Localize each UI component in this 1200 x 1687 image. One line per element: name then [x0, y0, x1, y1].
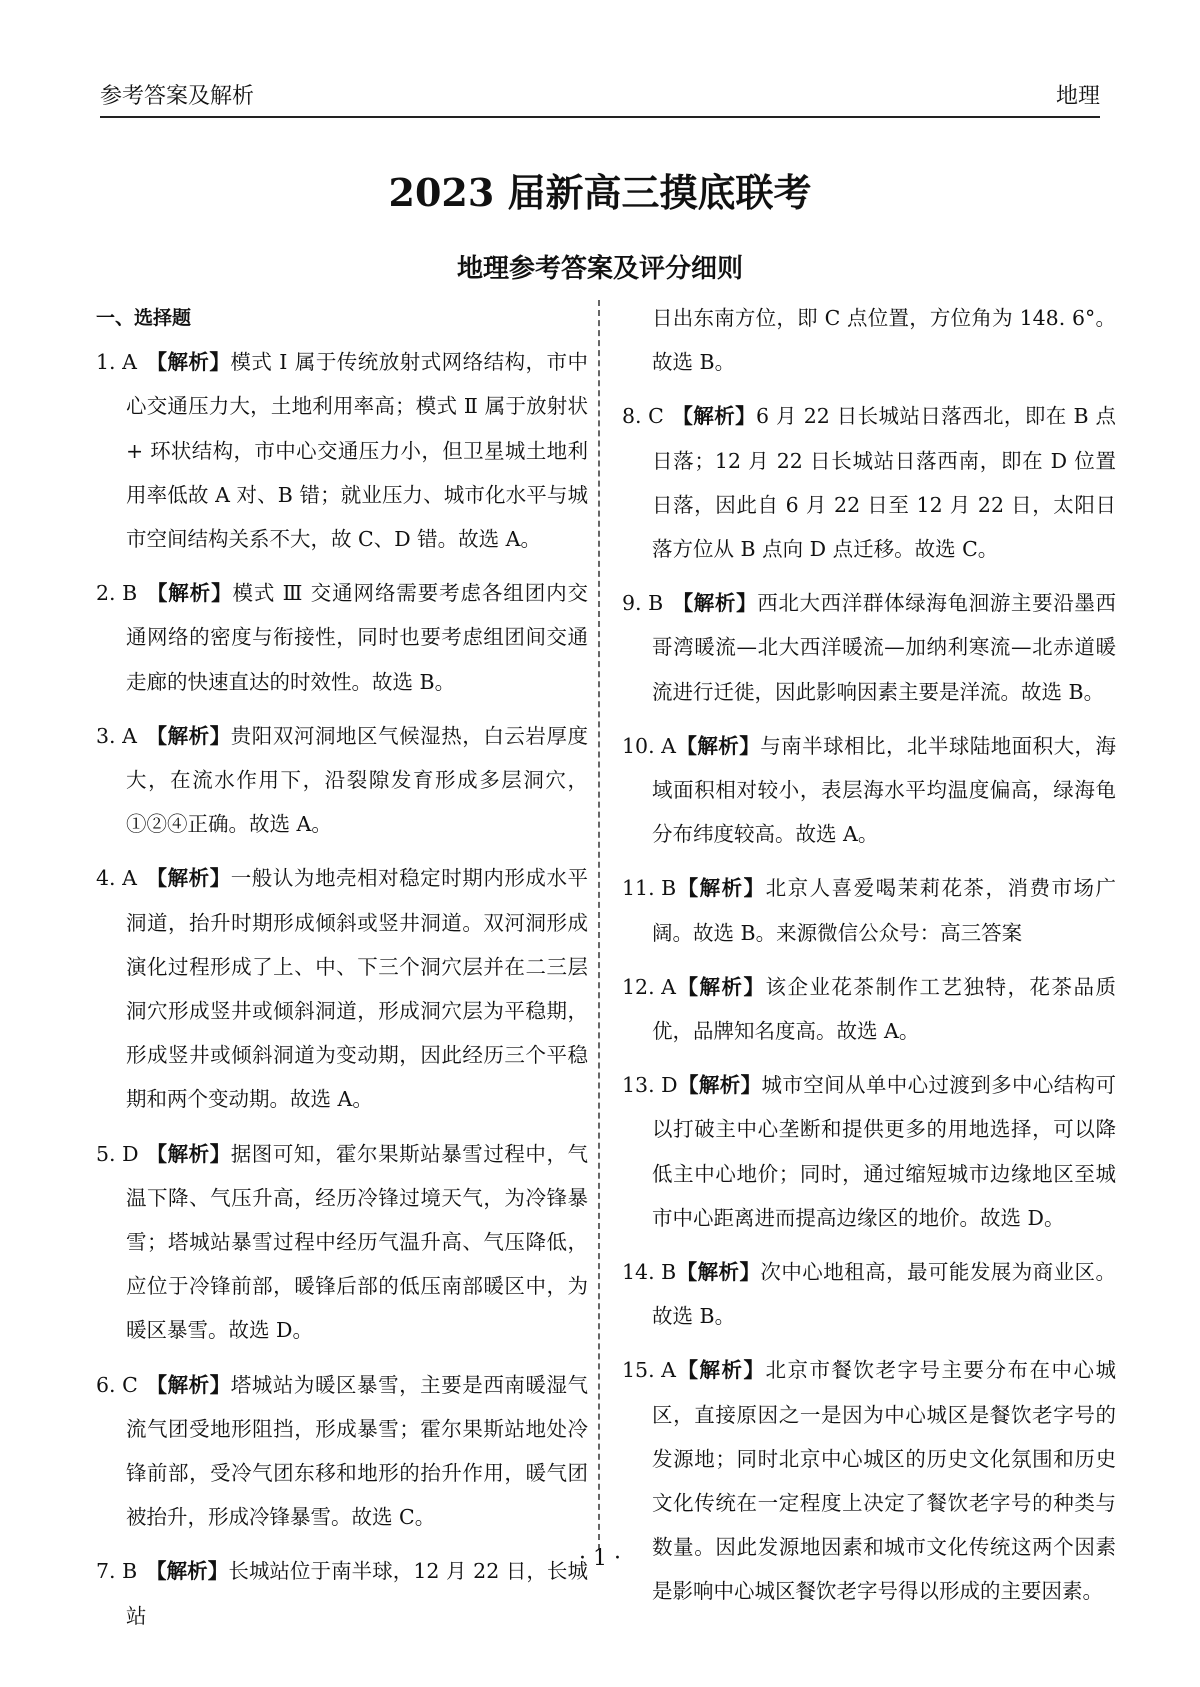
analysis-tag: 【解析】	[146, 1559, 229, 1584]
answer-item	[622, 965, 1116, 1053]
answer-number: 9. B	[622, 591, 664, 616]
analysis-tag: 【解析】	[146, 350, 231, 375]
analysis-tag: 【解析】	[675, 733, 761, 758]
answer-item	[622, 724, 1116, 857]
answer-number: 2. B	[96, 581, 138, 606]
answer-text: 据图可知，霍尔果斯站暴雪过程中，气温下降、气压升高，经历冷锋过境天气，为冷锋暴雪；塔城站暴雪过程中经历气温升高、气压降低，应位于冷锋前部，暖锋后部的低压南部暖区中，为暖区暴雪。故选 D。	[126, 1141, 589, 1343]
answer-number: 10. A	[622, 733, 676, 758]
answer-text: 塔城站为暖区暴雪，主要是西南暖湿气流气团受地形阻挡，形成暴雪；霍尔果斯站地处冷锋前部，受冷气团东移和地形的抬升作用，暖气团被抬升，形成冷锋暴雪。故选 C。	[126, 1372, 589, 1530]
answer-item	[622, 394, 1116, 571]
document-subtitle: 地理参考答案及评分细则	[456, 254, 743, 284]
answer-text: 长城站位于南半球，12 月 22 日，长城站	[126, 1559, 588, 1628]
answer-item	[96, 856, 588, 1121]
answer-text: 模式 Ⅰ 属于传统放射式网络结构，市中心交通压力大，土地利用率高；模式 Ⅱ 属于放射状 + 环状结构，市中心交通压力小，但卫星城土地利用率低故 A 对、B 错；就业压力、城市化水平与城市空间结构关系不大，故 C、D 错。故选 A。	[126, 350, 589, 552]
answer-number: 5. D	[96, 1141, 139, 1166]
answer-item	[622, 1250, 1116, 1338]
answer-text: 次中心地租高，最可能发展为商业区。故选 B。	[652, 1260, 1117, 1329]
answer-number: 14. B	[622, 1260, 677, 1285]
header-left: 参考答案及解析	[100, 84, 255, 109]
answer-item	[622, 1348, 1116, 1613]
answer-text: 城市空间从单中心过渡到多中心结构可以打破主中心垄断和提供更多的用地选择，可以降低主中心地价；同时，通过缩短城市边缘地区至城市中心距离进而提高边缘区的地价。故选 D。	[652, 1073, 1116, 1230]
answer-text: 该企业花茶制作工艺独特，花茶品质优，品牌知名度高。故选 A。	[652, 974, 1116, 1044]
analysis-tag: 【解析】	[675, 1358, 766, 1383]
answer-item	[622, 1063, 1116, 1240]
answer-number: 15. A	[622, 1358, 676, 1383]
analysis-tag: 【解析】	[146, 581, 233, 606]
answer-number: 1. A	[96, 350, 137, 375]
page-header	[100, 78, 1100, 118]
analysis-tag: 【解析】	[672, 404, 756, 429]
answer-item	[96, 571, 588, 704]
answer-number: 3. A	[96, 723, 137, 748]
answer-number: 12. A	[622, 974, 676, 999]
answer-text: 贵阳双河洞地区气候湿热，白云岩厚度大，在流水作用下，沿裂隙发育形成多层洞穴，①②④正确。故选 A。	[126, 723, 589, 837]
answer-number: 7. B	[96, 1559, 138, 1584]
answer-number: 8. C	[622, 404, 664, 429]
answer-item	[622, 866, 1116, 954]
page-number: · 1 ·	[579, 1546, 621, 1571]
answer-text: 模式 Ⅲ 交通网络需要考虑各组团内交通网络的密度与衔接性，同时也要考虑组团间交通走廊的快速直达的时效性。故选 B。	[126, 581, 588, 694]
right-answer-list	[622, 394, 1116, 1613]
answer-number: 11. B	[622, 876, 677, 901]
continued-answer: 日出东南方位，即 C 点位置，方位角为 148. 6°。故选 B。	[652, 306, 1116, 375]
answer-number: 6. C	[96, 1372, 138, 1397]
answer-text: 北京市餐饮老字号主要分布在中心城区，直接原因之一是因为中心城区是餐饮老字号的发源地；同时北京中心城区的历史文化氛围和历史文化传统在一定程度上决定了餐饮老字号的种类与数量。因此发源地因素和城市文化传统这两个因素是影响中心城区餐饮老字号得以形成的主要因素。	[652, 1358, 1116, 1604]
answer-number: 4. A	[96, 866, 137, 891]
answer-item	[96, 1132, 588, 1353]
answer-number: 13. D	[622, 1073, 678, 1098]
answer-text: 一般认为地壳相对稳定时期内形成水平洞道，抬升时期形成倾斜或竖井洞道。双河洞形成演化过程形成了上、中、下三个洞穴层并在二三层洞穴形成竖井或倾斜洞道，形成洞穴层为平稳期，形成竖井或倾斜洞道为变动期，因此经历三个平稳期和两个变动期。故选 A。	[126, 866, 589, 1112]
left-answer-list	[96, 340, 588, 1638]
analysis-tag: 【解析】	[675, 974, 766, 999]
answer-item	[96, 340, 588, 561]
answer-text: 6 月 22 日长城站日落西北，即在 B 点日落；12 月 22 日长城站日落西南，即在 D 位置日落，因此自 6 月 22 日至 12 月 22 日，太阳日落方位从 B 点向 D 点迁移。故选 C。	[652, 404, 1116, 562]
analysis-tag: 【解析】	[146, 866, 231, 891]
answer-item	[622, 581, 1116, 714]
column-divider	[598, 300, 600, 1550]
answer-text: 北京人喜爱喝茉莉花茶，消费市场广阔。故选 B。来源微信公众号：高三答案	[652, 876, 1116, 945]
analysis-tag: 【解析】	[672, 591, 758, 616]
section-heading: 一、选择题	[96, 307, 192, 329]
analysis-tag: 【解析】	[146, 1141, 231, 1166]
answer-text: 与南半球相比，北半球陆地面积大，海域面积相对较小，表层海水平均温度偏高，绿海龟分布纬度较高。故选 A。	[652, 733, 1117, 847]
analysis-tag: 【解析】	[677, 1073, 762, 1098]
analysis-tag: 【解析】	[676, 876, 766, 901]
answer-text: 西北大西洋群体绿海龟洄游主要沿墨西哥湾暖流—北大西洋暖流—加纳利寒流—北赤道暖流进行迁徙，因此影响因素主要是洋流。故选 B。	[652, 591, 1117, 704]
answer-item	[96, 1363, 588, 1540]
analysis-tag: 【解析】	[146, 723, 231, 748]
answer-item	[96, 714, 588, 847]
right-column	[622, 296, 1116, 1624]
analysis-tag: 【解析】	[146, 1372, 231, 1397]
header-right: 地理	[1055, 84, 1100, 109]
left-column	[96, 296, 588, 1648]
document-title: 2023 届新高三摸底联考	[388, 170, 812, 215]
analysis-tag: 【解析】	[676, 1260, 761, 1285]
